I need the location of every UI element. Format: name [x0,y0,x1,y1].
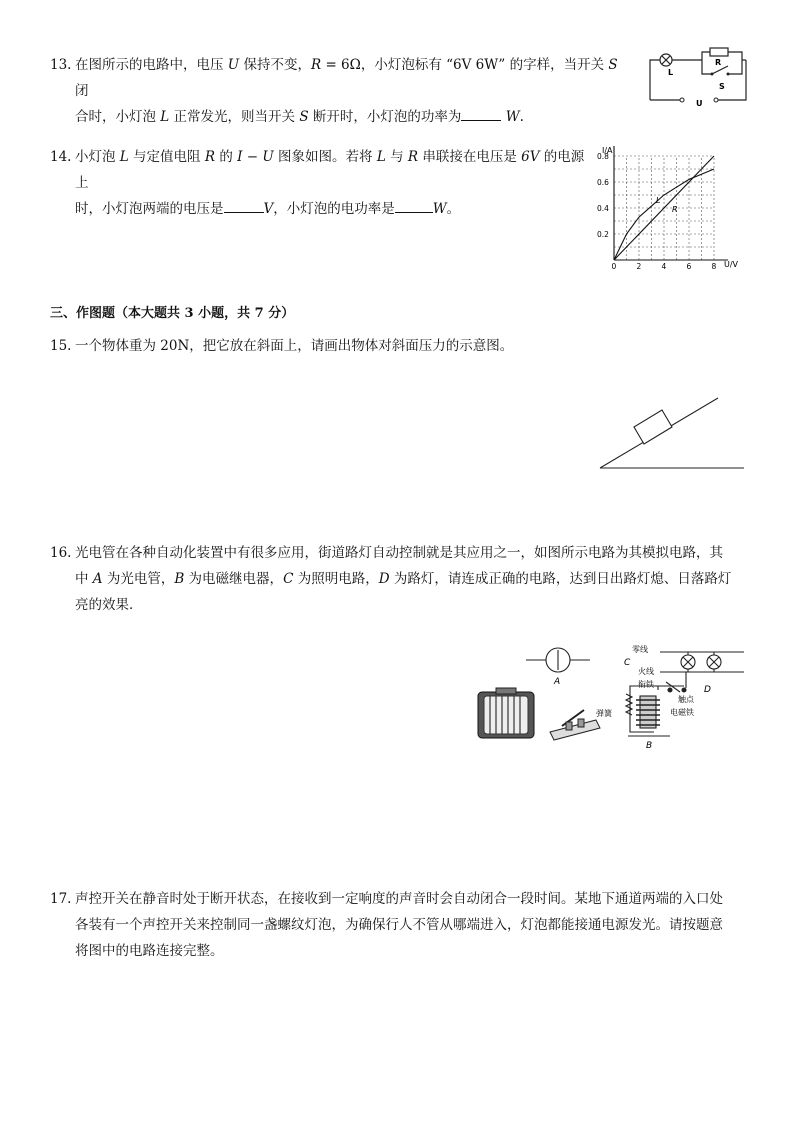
y-tick-label: 0.6 [597,178,609,187]
label-d: D [704,685,711,695]
label-a: A [554,677,561,687]
spring-icon [626,694,632,715]
question-text: 一个物体重为 20N，把它放在斜面上，请画出物体对斜面压力的示意图。 [75,338,514,354]
iu-label: I − U [237,149,274,165]
question-13 [50,52,750,130]
equation: = 6Ω [321,57,361,73]
switch-icon [550,710,600,740]
question-number: 14. [50,149,72,165]
series-label-r: R [672,205,678,214]
y-tick-label: 0.2 [597,230,609,239]
y-axis-label: I/A [602,146,613,155]
variable-r: R [407,149,419,165]
question-text: 断开时，小灯泡的功率为 [308,109,462,125]
resistor-icon [710,48,728,56]
unit: V [263,201,274,217]
variable-d: D [378,571,390,587]
question-number: 13. [50,57,72,73]
question-text: 光电管在各种自动化装置中有很多应用，街道路灯自动控制就是其应用之一，如图所示电路为其模拟电路，其 [75,545,723,561]
x-tick-label: 0 [611,262,617,270]
question-text: 图象如图。若将 [273,149,377,165]
iu-chart [596,142,744,270]
relay-circuit-diagram [474,640,746,752]
label-electromagnet: 电磁铁 [670,708,694,717]
label-live-wire: 火线 [638,667,654,676]
lamp-icon [681,655,695,669]
question-text: 为光电管， [102,571,175,587]
incline-diagram [598,394,746,474]
variable-r: R [310,57,322,73]
circuit-diagram-q13 [646,44,752,108]
question-text: 为照明电路， [293,571,379,587]
question-text: 保持不变， [239,57,311,73]
question-text: 时，小灯泡两端的电压是 [75,201,224,217]
label-s: S [719,82,725,91]
variable-c: C [283,571,294,587]
label-b: B [646,741,653,751]
lamp-icon [707,655,721,669]
question-text: 为路灯，请连成正确的电路，达到日出路灯熄、日落路灯 [389,571,732,587]
question-text: 亮的效果． [75,597,143,613]
question-text: 串联接在电压是 [418,149,522,165]
variable-b: B [174,571,185,587]
label-zero-wire: 零线 [632,645,648,654]
label-armature: 衔铁 [638,680,654,689]
question-text: 将图中的电路连接完整。 [75,943,224,959]
x-tick-label: 6 [686,262,692,270]
question-text: 合时，小灯泡 [75,109,161,125]
label-l: L [668,68,674,77]
variable-r: R [204,149,216,165]
variable-s: S [299,109,309,125]
series-label-l: L [656,196,661,205]
voltage-value: 6V [521,149,540,165]
label-c: C [624,658,631,668]
label-spring: 弹簧 [596,709,612,718]
y-tick-label: 0.4 [597,204,609,213]
question-number: 16. [50,545,72,561]
question-text: . [519,109,524,125]
block [634,410,672,444]
chart-ticks [597,152,717,270]
question-text: ，小灯泡标有 “6V 6W” 的字样，当开关 [360,57,609,73]
question-number: 17. [50,891,72,907]
x-tick-label: 2 [636,262,642,270]
variable-u: U [227,57,240,73]
variable-l: L [160,109,170,125]
label-u: U [696,99,703,108]
question-text: 的电源上 [75,149,585,191]
question-text: 声控开关在静音时处于断开状态，在接收到一定响度的声音时会自动闭合一段时间。某地下通道两端的入口处 [75,891,723,907]
question-text: 闭 [75,83,89,99]
question-text: ，小灯泡的电功率是 [273,201,395,217]
variable-a: A [92,571,103,587]
label-r: R [715,58,722,67]
answer-blank[interactable] [224,196,264,213]
answer-blank[interactable] [395,196,433,213]
question-text: 的 [215,149,238,165]
variable-l: L [376,149,386,165]
question-text: 在图所示的电路中，电压 [75,57,228,73]
question-17 [50,886,750,964]
x-axis-label: U/V [724,260,739,269]
question-text: 与 [385,149,408,165]
unit: W [505,109,520,125]
question-number: 15. [50,338,72,354]
question-text: 与定值电阻 [128,149,205,165]
question-text: 。 [446,201,461,217]
phototube-icon [526,648,590,672]
x-tick-label: 4 [661,262,667,270]
label-contact: 触点 [678,695,694,704]
question-text: 为电磁继电器， [184,571,284,587]
battery-icon [478,688,534,738]
y-tick-label: 0.8 [597,152,609,161]
x-tick-label: 8 [711,262,717,270]
question-text: 各装有一个声控开关来控制同一盏螺纹灯泡，为确保行人不管从哪端进入，灯泡都能接通电源发光。请按题意 [75,917,723,933]
variable-l: L [119,149,129,165]
question-text: 正常发光，则当开关 [169,109,300,125]
question-15 [50,333,750,359]
question-text: 小灯泡 [75,149,120,165]
section-title: 三、作图题（本大题共 3 小题，共 7 分） [50,306,295,321]
question-16 [50,540,750,618]
unit: W [432,201,447,217]
variable-s: S [608,57,618,73]
answer-blank[interactable] [461,104,501,121]
switch-icon [712,66,728,74]
question-text: 中 [75,571,93,587]
